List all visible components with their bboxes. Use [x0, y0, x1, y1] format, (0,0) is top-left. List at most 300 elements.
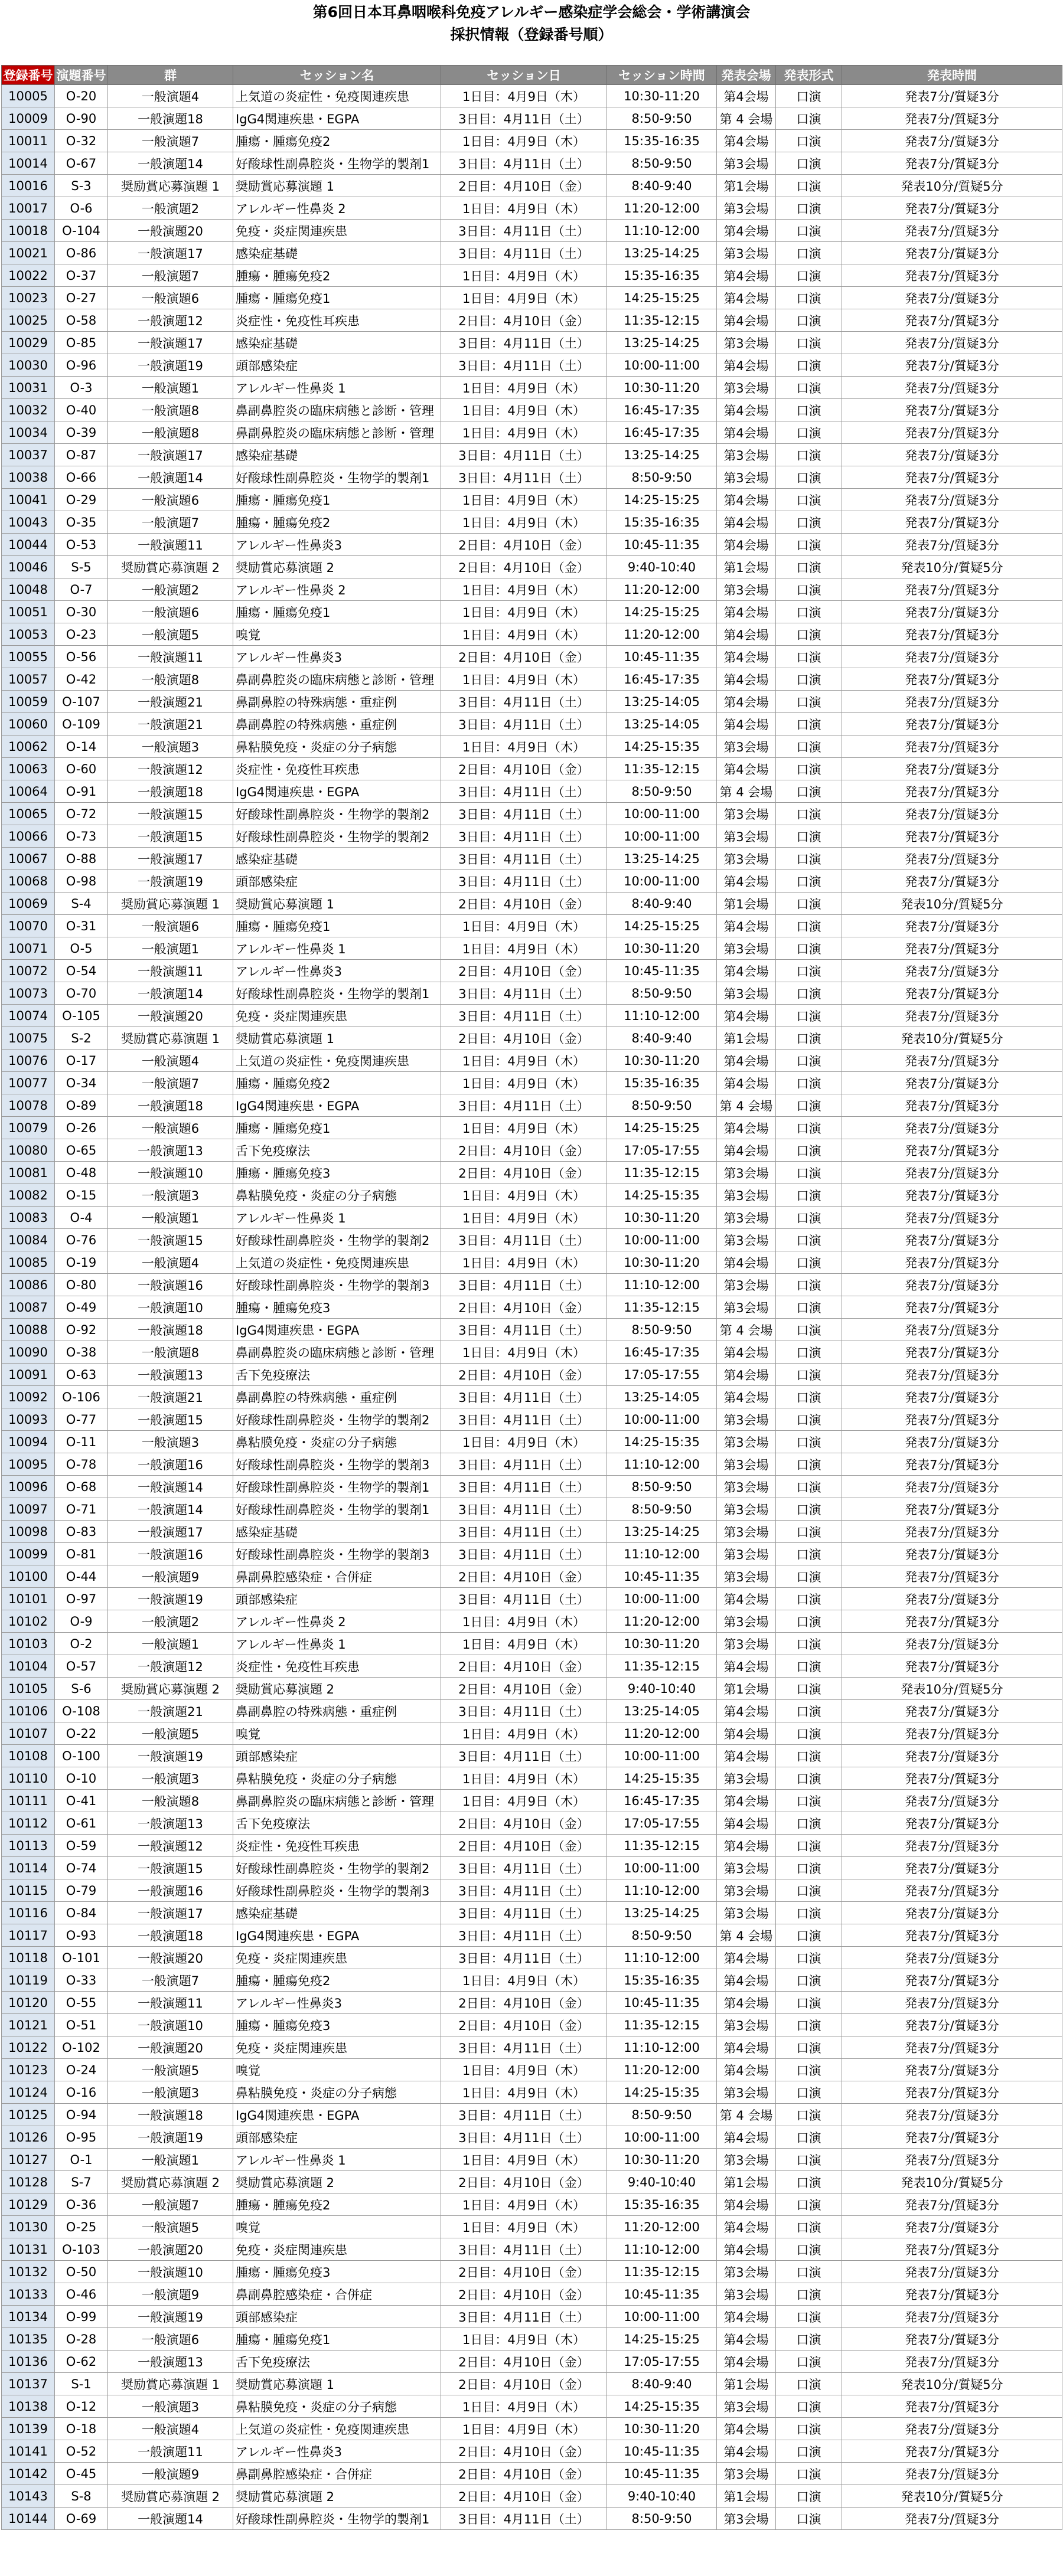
cell-session-name: 好酸球性副鼻腔炎・生物学的製剤1	[233, 2508, 441, 2530]
cell-group: 一般演題5	[108, 2216, 233, 2238]
table-row	[2, 107, 1062, 130]
cell-registration-number: 10067	[2, 848, 55, 870]
cell-abstract-number: O-59	[55, 1835, 108, 1857]
column-header-session-time: セッション時間	[607, 66, 717, 85]
table-row	[2, 1251, 1062, 1274]
table-row	[2, 421, 1062, 444]
table-row	[2, 175, 1062, 197]
cell-venue: 第3会場	[717, 1453, 776, 1476]
cell-session-date: 3日目：4月11日（土）	[441, 220, 607, 242]
cell-group: 一般演題14	[108, 1498, 233, 1521]
cell-group: 一般演題21	[108, 691, 233, 713]
cell-abstract-number: O-71	[55, 1498, 108, 1521]
cell-session-date: 1日目：4月9日（木）	[441, 2216, 607, 2238]
cell-session-time: 13:25-14:05	[607, 691, 717, 713]
cell-session-time: 10:00-11:00	[607, 1588, 717, 1610]
cell-presentation-time: 発表7分/質疑3分	[842, 2216, 1062, 2238]
cell-registration-number: 10138	[2, 2395, 55, 2418]
cell-presentation-time: 発表7分/質疑3分	[842, 2395, 1062, 2418]
adoption-table	[1, 65, 1062, 2530]
cell-abstract-number: O-26	[55, 1117, 108, 1139]
cell-venue: 第4会場	[717, 623, 776, 646]
cell-session-date: 1日目：4月9日（木）	[441, 2149, 607, 2171]
cell-registration-number: 10098	[2, 1521, 55, 1543]
table-row	[2, 1879, 1062, 1902]
cell-registration-number: 10130	[2, 2216, 55, 2238]
cell-venue: 第4会場	[717, 960, 776, 982]
table-row	[2, 1992, 1062, 2014]
cell-group: 一般演題11	[108, 1992, 233, 2014]
cell-session-time: 16:45-17:35	[607, 399, 717, 421]
cell-registration-number: 10046	[2, 556, 55, 578]
cell-presentation-time: 発表7分/質疑3分	[842, 1767, 1062, 1790]
cell-registration-number: 10129	[2, 2193, 55, 2216]
cell-session-time: 8:50-9:50	[607, 1498, 717, 1521]
cell-registration-number: 10119	[2, 1969, 55, 1992]
cell-registration-number: 10016	[2, 175, 55, 197]
cell-venue: 第4会場	[717, 2328, 776, 2351]
cell-registration-number: 10088	[2, 1319, 55, 1341]
cell-venue: 第4会場	[717, 601, 776, 623]
table-row	[2, 1722, 1062, 1745]
cell-session-time: 14:25-15:35	[607, 2395, 717, 2418]
cell-venue: 第4会場	[717, 1812, 776, 1835]
cell-abstract-number: O-3	[55, 377, 108, 399]
cell-registration-number: 10103	[2, 1633, 55, 1655]
cell-format: 口演	[776, 1924, 842, 1947]
cell-session-name: 好酸球性副鼻腔炎・生物学的製剤1	[233, 1476, 441, 1498]
cell-registration-number: 10112	[2, 1812, 55, 1835]
cell-session-date: 2日目：4月10日（金）	[441, 1655, 607, 1678]
cell-venue: 第4会場	[717, 1364, 776, 1386]
cell-group: 一般演題11	[108, 2440, 233, 2463]
cell-group: 一般演題11	[108, 960, 233, 982]
cell-session-date: 3日目：4月11日（土）	[441, 2508, 607, 2530]
cell-session-date: 3日目：4月11日（土）	[441, 2238, 607, 2261]
cell-group: 一般演題7	[108, 2193, 233, 2216]
table-row	[2, 242, 1062, 264]
table-row	[2, 1790, 1062, 1812]
cell-presentation-time: 発表7分/質疑3分	[842, 466, 1062, 489]
cell-format: 口演	[776, 601, 842, 623]
cell-presentation-time: 発表7分/質疑3分	[842, 1296, 1062, 1319]
cell-session-time: 10:30-11:20	[607, 1050, 717, 1072]
cell-session-name: 奨励賞応募演題 2	[233, 1678, 441, 1700]
cell-presentation-time: 発表7分/質疑3分	[842, 107, 1062, 130]
cell-abstract-number: O-74	[55, 1857, 108, 1879]
cell-session-name: 舌下免疫療法	[233, 1364, 441, 1386]
cell-venue: 第4会場	[717, 287, 776, 309]
cell-format: 口演	[776, 444, 842, 466]
cell-abstract-number: S-3	[55, 175, 108, 197]
cell-abstract-number: O-98	[55, 870, 108, 893]
cell-session-name: 鼻粘膜免疫・炎症の分子病態	[233, 2395, 441, 2418]
cell-session-name: 免疫・炎症関連疾患	[233, 1947, 441, 1969]
cell-session-time: 11:35-12:15	[607, 2261, 717, 2283]
cell-registration-number: 10096	[2, 1476, 55, 1498]
cell-session-date: 1日目：4月9日（木）	[441, 377, 607, 399]
cell-session-time: 14:25-15:35	[607, 1767, 717, 1790]
cell-venue: 第3会場	[717, 1162, 776, 1184]
cell-session-time: 10:30-11:20	[607, 1251, 717, 1274]
cell-venue: 第4会場	[717, 1969, 776, 1992]
table-row	[2, 646, 1062, 668]
table-row	[2, 2149, 1062, 2171]
table-row	[2, 2508, 1062, 2530]
cell-presentation-time: 発表7分/質疑3分	[842, 1341, 1062, 1364]
cell-format: 口演	[776, 1341, 842, 1364]
cell-abstract-number: S-2	[55, 1027, 108, 1050]
cell-format: 口演	[776, 1319, 842, 1341]
cell-format: 口演	[776, 1408, 842, 1431]
cell-format: 口演	[776, 870, 842, 893]
cell-group: 一般演題16	[108, 1543, 233, 1565]
cell-venue: 第4会場	[717, 1700, 776, 1722]
cell-group: 奨励賞応募演題 2	[108, 1678, 233, 1700]
cell-abstract-number: O-15	[55, 1184, 108, 1207]
cell-abstract-number: O-14	[55, 735, 108, 758]
cell-session-name: 頭部感染症	[233, 2126, 441, 2149]
table-row	[2, 893, 1062, 915]
cell-venue: 第4会場	[717, 1835, 776, 1857]
cell-presentation-time: 発表7分/質疑3分	[842, 825, 1062, 848]
cell-session-time: 10:00-11:00	[607, 803, 717, 825]
cell-registration-number: 10139	[2, 2418, 55, 2440]
cell-session-date: 3日目：4月11日（土）	[441, 1094, 607, 1117]
cell-abstract-number: O-6	[55, 197, 108, 220]
cell-group: 一般演題18	[108, 107, 233, 130]
cell-presentation-time: 発表7分/質疑3分	[842, 220, 1062, 242]
cell-session-name: 好酸球性副鼻腔炎・生物学的製剤2	[233, 1408, 441, 1431]
cell-registration-number: 10069	[2, 893, 55, 915]
cell-abstract-number: O-41	[55, 1790, 108, 1812]
table-row	[2, 1296, 1062, 1319]
table-row	[2, 85, 1062, 107]
cell-registration-number: 10099	[2, 1543, 55, 1565]
cell-presentation-time: 発表7分/質疑3分	[842, 1229, 1062, 1251]
cell-venue: 第3会場	[717, 2014, 776, 2036]
cell-presentation-time: 発表7分/質疑3分	[842, 937, 1062, 960]
table-row	[2, 2216, 1062, 2238]
cell-abstract-number: O-24	[55, 2059, 108, 2081]
cell-registration-number: 10059	[2, 691, 55, 713]
cell-format: 口演	[776, 1767, 842, 1790]
table-row	[2, 735, 1062, 758]
cell-presentation-time: 発表7分/質疑3分	[842, 332, 1062, 354]
cell-venue: 第3会場	[717, 1633, 776, 1655]
cell-presentation-time: 発表7分/質疑3分	[842, 1094, 1062, 1117]
cell-session-name: アレルギー性鼻炎 1	[233, 2149, 441, 2171]
cell-venue: 第1会場	[717, 2373, 776, 2395]
cell-session-time: 8:50-9:50	[607, 780, 717, 803]
table-row	[2, 1364, 1062, 1386]
table-row	[2, 444, 1062, 466]
cell-session-time: 11:20-12:00	[607, 1722, 717, 1745]
cell-presentation-time: 発表7分/質疑3分	[842, 1633, 1062, 1655]
cell-session-date: 2日目：4月10日（金）	[441, 1162, 607, 1184]
cell-presentation-time: 発表7分/質疑3分	[842, 1857, 1062, 1879]
cell-venue: 第4会場	[717, 399, 776, 421]
cell-session-time: 8:50-9:50	[607, 1924, 717, 1947]
cell-session-name: 好酸球性副鼻腔炎・生物学的製剤2	[233, 1229, 441, 1251]
cell-session-date: 2日目：4月10日（金）	[441, 1139, 607, 1162]
cell-session-name: 免疫・炎症関連疾患	[233, 2238, 441, 2261]
cell-group: 一般演題4	[108, 2418, 233, 2440]
cell-session-date: 3日目：4月11日（土）	[441, 1386, 607, 1408]
cell-session-time: 11:10-12:00	[607, 1453, 717, 1476]
table-row	[2, 511, 1062, 534]
cell-abstract-number: O-34	[55, 1072, 108, 1094]
cell-session-time: 15:35-16:35	[607, 130, 717, 152]
cell-session-name: アレルギー性鼻炎 2	[233, 1610, 441, 1633]
table-row	[2, 1543, 1062, 1565]
cell-group: 奨励賞応募演題 2	[108, 556, 233, 578]
cell-group: 一般演題21	[108, 1700, 233, 1722]
cell-session-name: 腫瘍・腫瘍免疫1	[233, 2328, 441, 2351]
cell-presentation-time: 発表7分/質疑3分	[842, 1565, 1062, 1588]
cell-session-name: 炎症性・免疫性耳疾患	[233, 309, 441, 332]
cell-session-name: IgG4関連疾患・EGPA	[233, 2104, 441, 2126]
table-row	[2, 937, 1062, 960]
cell-presentation-time: 発表7分/質疑3分	[842, 2351, 1062, 2373]
cell-format: 口演	[776, 2036, 842, 2059]
cell-session-date: 3日目：4月11日（土）	[441, 713, 607, 735]
cell-group: 一般演題7	[108, 511, 233, 534]
cell-session-name: 好酸球性副鼻腔炎・生物学的製剤1	[233, 152, 441, 175]
cell-venue: 第4会場	[717, 130, 776, 152]
cell-session-time: 8:50-9:50	[607, 466, 717, 489]
cell-session-date: 3日目：4月11日（土）	[441, 107, 607, 130]
cell-presentation-time: 発表7分/質疑3分	[842, 1835, 1062, 1857]
cell-format: 口演	[776, 2126, 842, 2149]
cell-format: 口演	[776, 2104, 842, 2126]
cell-venue: 第4会場	[717, 1072, 776, 1094]
cell-session-name: アレルギー性鼻炎 2	[233, 197, 441, 220]
cell-group: 一般演題12	[108, 309, 233, 332]
cell-abstract-number: O-31	[55, 915, 108, 937]
cell-session-time: 11:35-12:15	[607, 1162, 717, 1184]
cell-format: 口演	[776, 287, 842, 309]
cell-group: 一般演題20	[108, 2036, 233, 2059]
cell-abstract-number: O-12	[55, 2395, 108, 2418]
cell-registration-number: 10068	[2, 870, 55, 893]
table-row	[2, 1162, 1062, 1184]
cell-session-time: 14:25-15:25	[607, 601, 717, 623]
cell-session-name: 舌下免疫療法	[233, 1139, 441, 1162]
cell-session-date: 2日目：4月10日（金）	[441, 2351, 607, 2373]
cell-venue: 第3会場	[717, 444, 776, 466]
cell-session-date: 1日目：4月9日（木）	[441, 2395, 607, 2418]
cell-session-name: 腫瘍・腫瘍免疫3	[233, 1296, 441, 1319]
column-header-format: 発表形式	[776, 66, 842, 85]
cell-registration-number: 10079	[2, 1117, 55, 1139]
cell-session-time: 14:25-15:35	[607, 1184, 717, 1207]
cell-venue: 第3会場	[717, 377, 776, 399]
cell-registration-number: 10117	[2, 1924, 55, 1947]
cell-session-name: 鼻粘膜免疫・炎症の分子病態	[233, 1767, 441, 1790]
table-row	[2, 1207, 1062, 1229]
table-row	[2, 377, 1062, 399]
cell-abstract-number: O-57	[55, 1655, 108, 1678]
cell-registration-number: 10034	[2, 421, 55, 444]
cell-venue: 第4会場	[717, 2036, 776, 2059]
cell-group: 一般演題17	[108, 242, 233, 264]
cell-abstract-number: O-102	[55, 2036, 108, 2059]
cell-session-name: 腫瘍・腫瘍免疫3	[233, 1162, 441, 1184]
cell-abstract-number: O-42	[55, 668, 108, 691]
cell-session-time: 8:50-9:50	[607, 1319, 717, 1341]
cell-abstract-number: O-95	[55, 2126, 108, 2149]
cell-registration-number: 10062	[2, 735, 55, 758]
table-row	[2, 825, 1062, 848]
cell-abstract-number: O-35	[55, 511, 108, 534]
cell-presentation-time: 発表7分/質疑3分	[842, 421, 1062, 444]
cell-session-time: 10:30-11:20	[607, 1207, 717, 1229]
cell-group: 一般演題18	[108, 1319, 233, 1341]
cell-registration-number: 10116	[2, 1902, 55, 1924]
cell-registration-number: 10018	[2, 220, 55, 242]
table-row	[2, 1094, 1062, 1117]
cell-session-name: 炎症性・免疫性耳疾患	[233, 1835, 441, 1857]
cell-presentation-time: 発表10分/質疑5分	[842, 2485, 1062, 2508]
cell-group: 一般演題14	[108, 1476, 233, 1498]
cell-presentation-time: 発表7分/質疑3分	[842, 85, 1062, 107]
cell-session-time: 13:25-14:25	[607, 332, 717, 354]
cell-session-name: 炎症性・免疫性耳疾患	[233, 1655, 441, 1678]
cell-venue: 第4会場	[717, 915, 776, 937]
cell-session-date: 3日目：4月11日（土）	[441, 444, 607, 466]
cell-abstract-number: O-18	[55, 2418, 108, 2440]
cell-registration-number: 10029	[2, 332, 55, 354]
cell-session-time: 11:20-12:00	[607, 2216, 717, 2238]
cell-group: 一般演題14	[108, 2508, 233, 2530]
cell-abstract-number: O-28	[55, 2328, 108, 2351]
cell-session-time: 11:20-12:00	[607, 578, 717, 601]
cell-session-date: 1日目：4月9日（木）	[441, 511, 607, 534]
cell-presentation-time: 発表7分/質疑3分	[842, 2440, 1062, 2463]
cell-group: 一般演題17	[108, 332, 233, 354]
cell-session-date: 3日目：4月11日（土）	[441, 1588, 607, 1610]
table-row	[2, 2036, 1062, 2059]
cell-venue: 第3会場	[717, 848, 776, 870]
cell-session-date: 2日目：4月10日（金）	[441, 2014, 607, 2036]
table-row	[2, 780, 1062, 803]
cell-session-name: 腫瘍・腫瘍免疫2	[233, 2193, 441, 2216]
cell-presentation-time: 発表7分/質疑3分	[842, 848, 1062, 870]
cell-abstract-number: O-106	[55, 1386, 108, 1408]
cell-format: 口演	[776, 1184, 842, 1207]
cell-format: 口演	[776, 1072, 842, 1094]
cell-presentation-time: 発表7分/質疑3分	[842, 2126, 1062, 2149]
cell-presentation-time: 発表7分/質疑3分	[842, 1117, 1062, 1139]
table-row	[2, 848, 1062, 870]
cell-presentation-time: 発表7分/質疑3分	[842, 1700, 1062, 1722]
cell-session-name: 鼻副鼻腔感染症・合併症	[233, 1565, 441, 1588]
cell-group: 一般演題3	[108, 735, 233, 758]
cell-group: 一般演題9	[108, 2463, 233, 2485]
cell-presentation-time: 発表7分/質疑3分	[842, 1879, 1062, 1902]
cell-abstract-number: O-20	[55, 85, 108, 107]
cell-session-name: 腫瘍・腫瘍免疫1	[233, 489, 441, 511]
cell-venue: 第3会場	[717, 2508, 776, 2530]
cell-format: 口演	[776, 2193, 842, 2216]
cell-session-name: 奨励賞応募演題 1	[233, 175, 441, 197]
cell-format: 口演	[776, 1162, 842, 1184]
cell-format: 口演	[776, 1543, 842, 1565]
cell-presentation-time: 発表7分/質疑3分	[842, 1364, 1062, 1386]
cell-session-time: 8:40-9:40	[607, 2373, 717, 2395]
cell-session-name: 鼻副鼻腔炎の臨床病態と診断・管理	[233, 399, 441, 421]
cell-format: 口演	[776, 1678, 842, 1700]
cell-session-name: 奨励賞応募演題 1	[233, 893, 441, 915]
cell-session-name: 鼻副鼻腔炎の臨床病態と診断・管理	[233, 1790, 441, 1812]
cell-session-name: 感染症基礎	[233, 848, 441, 870]
cell-group: 一般演題8	[108, 668, 233, 691]
cell-format: 口演	[776, 556, 842, 578]
cell-abstract-number: O-96	[55, 354, 108, 377]
cell-registration-number: 10048	[2, 578, 55, 601]
cell-session-date: 1日目：4月9日（木）	[441, 1767, 607, 1790]
cell-registration-number: 10086	[2, 1274, 55, 1296]
cell-presentation-time: 発表7分/質疑3分	[842, 1745, 1062, 1767]
table-row	[2, 2351, 1062, 2373]
cell-registration-number: 10076	[2, 1050, 55, 1072]
cell-session-date: 3日目：4月11日（土）	[441, 1879, 607, 1902]
cell-presentation-time: 発表7分/質疑3分	[842, 1184, 1062, 1207]
cell-abstract-number: O-85	[55, 332, 108, 354]
cell-registration-number: 10118	[2, 1947, 55, 1969]
cell-presentation-time: 発表7分/質疑3分	[842, 2463, 1062, 2485]
cell-format: 口演	[776, 646, 842, 668]
cell-format: 口演	[776, 1745, 842, 1767]
cell-abstract-number: O-79	[55, 1879, 108, 1902]
cell-format: 口演	[776, 197, 842, 220]
cell-abstract-number: O-40	[55, 399, 108, 421]
cell-group: 一般演題2	[108, 578, 233, 601]
cell-session-time: 8:40-9:40	[607, 893, 717, 915]
cell-registration-number: 10031	[2, 377, 55, 399]
cell-format: 口演	[776, 1364, 842, 1386]
table-row	[2, 354, 1062, 377]
cell-session-time: 14:25-15:25	[607, 1117, 717, 1139]
cell-abstract-number: O-94	[55, 2104, 108, 2126]
cell-registration-number: 10132	[2, 2261, 55, 2283]
cell-abstract-number: O-49	[55, 1296, 108, 1319]
cell-format: 口演	[776, 1296, 842, 1319]
cell-session-date: 3日目：4月11日（土）	[441, 1229, 607, 1251]
cell-registration-number: 10131	[2, 2238, 55, 2261]
cell-abstract-number: O-72	[55, 803, 108, 825]
cell-session-name: 好酸球性副鼻腔炎・生物学的製剤1	[233, 466, 441, 489]
cell-format: 口演	[776, 2463, 842, 2485]
cell-presentation-time: 発表7分/質疑3分	[842, 1588, 1062, 1610]
cell-session-name: 感染症基礎	[233, 1521, 441, 1543]
cell-registration-number: 10032	[2, 399, 55, 421]
cell-session-date: 3日目：4月11日（土）	[441, 1274, 607, 1296]
cell-registration-number: 10038	[2, 466, 55, 489]
table-row	[2, 2171, 1062, 2193]
cell-venue: 第3会場	[717, 2261, 776, 2283]
cell-format: 口演	[776, 2418, 842, 2440]
cell-session-time: 9:40-10:40	[607, 2171, 717, 2193]
cell-venue: 第 4 会場	[717, 1094, 776, 1117]
cell-abstract-number: O-63	[55, 1364, 108, 1386]
cell-session-time: 11:35-12:15	[607, 309, 717, 332]
cell-format: 口演	[776, 982, 842, 1005]
cell-venue: 第4会場	[717, 691, 776, 713]
cell-session-time: 11:10-12:00	[607, 2238, 717, 2261]
cell-venue: 第1会場	[717, 175, 776, 197]
